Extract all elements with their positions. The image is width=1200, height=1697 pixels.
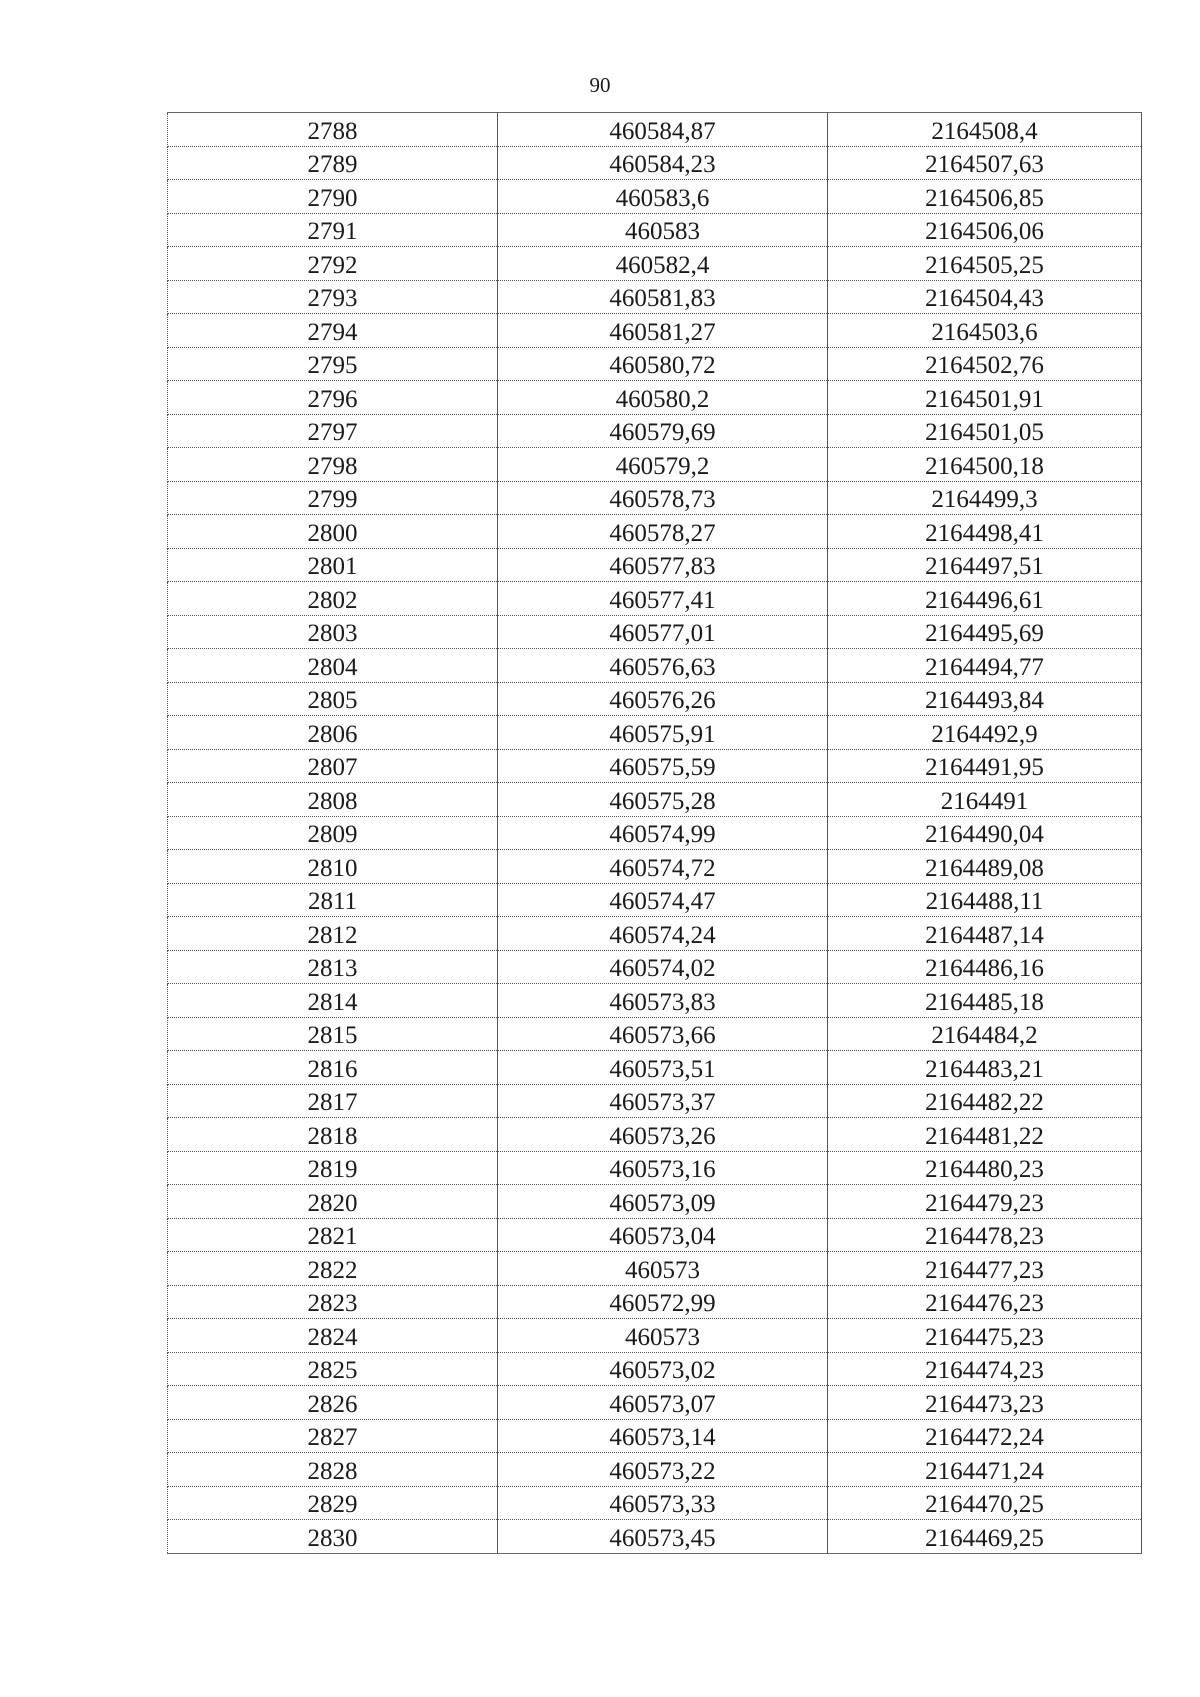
y-coordinate-cell: 2164507,63 — [828, 146, 1142, 180]
point-number-cell: 2802 — [168, 582, 498, 616]
point-number-cell: 2825 — [168, 1352, 498, 1386]
y-coordinate-cell: 2164499,3 — [828, 481, 1142, 515]
table-row — [168, 247, 1142, 281]
x-coordinate-cell: 460584,23 — [498, 146, 828, 180]
x-coordinate-cell: 460573,07 — [498, 1386, 828, 1420]
table-row — [168, 649, 1142, 683]
point-number-cell: 2818 — [168, 1118, 498, 1152]
x-coordinate-cell: 460573,45 — [498, 1520, 828, 1554]
x-coordinate-cell: 460579,2 — [498, 448, 828, 482]
table-row — [168, 1352, 1142, 1386]
point-number-cell: 2829 — [168, 1486, 498, 1520]
y-coordinate-cell: 2164493,84 — [828, 682, 1142, 716]
y-coordinate-cell: 2164491 — [828, 783, 1142, 817]
x-coordinate-cell: 460577,41 — [498, 582, 828, 616]
y-coordinate-cell: 2164498,41 — [828, 515, 1142, 549]
point-number-cell: 2789 — [168, 146, 498, 180]
x-coordinate-cell: 460579,69 — [498, 414, 828, 448]
table-row — [168, 1486, 1142, 1520]
table-row — [168, 1453, 1142, 1487]
y-coordinate-cell: 2164469,25 — [828, 1520, 1142, 1554]
table-row — [168, 716, 1142, 750]
point-number-cell: 2819 — [168, 1151, 498, 1185]
x-coordinate-cell: 460573,83 — [498, 984, 828, 1018]
point-number-cell: 2790 — [168, 180, 498, 214]
y-coordinate-cell: 2164497,51 — [828, 548, 1142, 582]
table-row — [168, 1151, 1142, 1185]
table-row — [168, 180, 1142, 214]
x-coordinate-cell: 460573,04 — [498, 1218, 828, 1252]
x-coordinate-cell: 460574,47 — [498, 883, 828, 917]
point-number-cell: 2795 — [168, 347, 498, 381]
point-number-cell: 2805 — [168, 682, 498, 716]
x-coordinate-cell: 460575,28 — [498, 783, 828, 817]
point-number-cell: 2820 — [168, 1185, 498, 1219]
x-coordinate-cell: 460573,26 — [498, 1118, 828, 1152]
table-row — [168, 347, 1142, 381]
table-row — [168, 1084, 1142, 1118]
point-number-cell: 2814 — [168, 984, 498, 1018]
table-row — [168, 213, 1142, 247]
y-coordinate-cell: 2164484,2 — [828, 1017, 1142, 1051]
y-coordinate-cell: 2164477,23 — [828, 1252, 1142, 1286]
table-row — [168, 1520, 1142, 1554]
coordinates-table — [167, 112, 1142, 1554]
point-number-cell: 2796 — [168, 381, 498, 415]
point-number-cell: 2808 — [168, 783, 498, 817]
point-number-cell: 2791 — [168, 213, 498, 247]
y-coordinate-cell: 2164494,77 — [828, 649, 1142, 683]
y-coordinate-cell: 2164475,23 — [828, 1319, 1142, 1353]
point-number-cell: 2797 — [168, 414, 498, 448]
table-row — [168, 1285, 1142, 1319]
y-coordinate-cell: 2164508,4 — [828, 113, 1142, 147]
point-number-cell: 2811 — [168, 883, 498, 917]
y-coordinate-cell: 2164482,22 — [828, 1084, 1142, 1118]
table-row — [168, 1017, 1142, 1051]
y-coordinate-cell: 2164501,05 — [828, 414, 1142, 448]
x-coordinate-cell: 460578,73 — [498, 481, 828, 515]
y-coordinate-cell: 2164501,91 — [828, 381, 1142, 415]
x-coordinate-cell: 460573,16 — [498, 1151, 828, 1185]
table-row — [168, 1051, 1142, 1085]
table-row — [168, 414, 1142, 448]
point-number-cell: 2830 — [168, 1520, 498, 1554]
x-coordinate-cell: 460583 — [498, 213, 828, 247]
y-coordinate-cell: 2164495,69 — [828, 615, 1142, 649]
y-coordinate-cell: 2164502,76 — [828, 347, 1142, 381]
table-row — [168, 481, 1142, 515]
point-number-cell: 2788 — [168, 113, 498, 147]
x-coordinate-cell: 460578,27 — [498, 515, 828, 549]
y-coordinate-cell: 2164505,25 — [828, 247, 1142, 281]
point-number-cell: 2816 — [168, 1051, 498, 1085]
x-coordinate-cell: 460580,2 — [498, 381, 828, 415]
table-row — [168, 1218, 1142, 1252]
table-row — [168, 1118, 1142, 1152]
y-coordinate-cell: 2164480,23 — [828, 1151, 1142, 1185]
x-coordinate-cell: 460573,51 — [498, 1051, 828, 1085]
table-row — [168, 1252, 1142, 1286]
y-coordinate-cell: 2164486,16 — [828, 950, 1142, 984]
table-row — [168, 1319, 1142, 1353]
point-number-cell: 2826 — [168, 1386, 498, 1420]
y-coordinate-cell: 2164492,9 — [828, 716, 1142, 750]
point-number-cell: 2815 — [168, 1017, 498, 1051]
y-coordinate-cell: 2164485,18 — [828, 984, 1142, 1018]
x-coordinate-cell: 460577,83 — [498, 548, 828, 582]
y-coordinate-cell: 2164496,61 — [828, 582, 1142, 616]
table-row — [168, 1185, 1142, 1219]
table-row — [168, 582, 1142, 616]
y-coordinate-cell: 2164470,25 — [828, 1486, 1142, 1520]
x-coordinate-cell: 460582,4 — [498, 247, 828, 281]
point-number-cell: 2803 — [168, 615, 498, 649]
table-row — [168, 280, 1142, 314]
point-number-cell: 2821 — [168, 1218, 498, 1252]
x-coordinate-cell: 460581,27 — [498, 314, 828, 348]
y-coordinate-cell: 2164474,23 — [828, 1352, 1142, 1386]
y-coordinate-cell: 2164503,6 — [828, 314, 1142, 348]
point-number-cell: 2800 — [168, 515, 498, 549]
x-coordinate-cell: 460574,99 — [498, 816, 828, 850]
x-coordinate-cell: 460573,66 — [498, 1017, 828, 1051]
table-row — [168, 917, 1142, 951]
point-number-cell: 2823 — [168, 1285, 498, 1319]
point-number-cell: 2798 — [168, 448, 498, 482]
table-row — [168, 146, 1142, 180]
x-coordinate-cell: 460584,87 — [498, 113, 828, 147]
point-number-cell: 2799 — [168, 481, 498, 515]
table-row — [168, 984, 1142, 1018]
x-coordinate-cell: 460572,99 — [498, 1285, 828, 1319]
x-coordinate-cell: 460574,72 — [498, 850, 828, 884]
table-row — [168, 950, 1142, 984]
point-number-cell: 2812 — [168, 917, 498, 951]
x-coordinate-cell: 460573 — [498, 1252, 828, 1286]
y-coordinate-cell: 2164479,23 — [828, 1185, 1142, 1219]
y-coordinate-cell: 2164472,24 — [828, 1419, 1142, 1453]
y-coordinate-cell: 2164490,04 — [828, 816, 1142, 850]
point-number-cell: 2801 — [168, 548, 498, 582]
x-coordinate-cell: 460573 — [498, 1319, 828, 1353]
y-coordinate-cell: 2164500,18 — [828, 448, 1142, 482]
x-coordinate-cell: 460575,59 — [498, 749, 828, 783]
x-coordinate-cell: 460575,91 — [498, 716, 828, 750]
x-coordinate-cell: 460574,24 — [498, 917, 828, 951]
table-row — [168, 448, 1142, 482]
y-coordinate-cell: 2164481,22 — [828, 1118, 1142, 1152]
point-number-cell: 2828 — [168, 1453, 498, 1487]
x-coordinate-cell: 460574,02 — [498, 950, 828, 984]
y-coordinate-cell: 2164478,23 — [828, 1218, 1142, 1252]
x-coordinate-cell: 460576,63 — [498, 649, 828, 683]
table-row — [168, 1386, 1142, 1420]
table-row — [168, 615, 1142, 649]
point-number-cell: 2822 — [168, 1252, 498, 1286]
table-row — [168, 113, 1142, 147]
x-coordinate-cell: 460576,26 — [498, 682, 828, 716]
x-coordinate-cell: 460573,37 — [498, 1084, 828, 1118]
y-coordinate-cell: 2164487,14 — [828, 917, 1142, 951]
table-row — [168, 749, 1142, 783]
page-number: 90 — [589, 73, 611, 97]
point-number-cell: 2827 — [168, 1419, 498, 1453]
y-coordinate-cell: 2164506,06 — [828, 213, 1142, 247]
point-number-cell: 2804 — [168, 649, 498, 683]
table-row — [168, 548, 1142, 582]
x-coordinate-cell: 460583,6 — [498, 180, 828, 214]
y-coordinate-cell: 2164489,08 — [828, 850, 1142, 884]
table-row — [168, 783, 1142, 817]
y-coordinate-cell: 2164476,23 — [828, 1285, 1142, 1319]
y-coordinate-cell: 2164471,24 — [828, 1453, 1142, 1487]
x-coordinate-cell: 460573,33 — [498, 1486, 828, 1520]
x-coordinate-cell: 460580,72 — [498, 347, 828, 381]
point-number-cell: 2806 — [168, 716, 498, 750]
y-coordinate-cell: 2164491,95 — [828, 749, 1142, 783]
point-number-cell: 2817 — [168, 1084, 498, 1118]
x-coordinate-cell: 460581,83 — [498, 280, 828, 314]
table-row — [168, 850, 1142, 884]
y-coordinate-cell: 2164483,21 — [828, 1051, 1142, 1085]
y-coordinate-cell: 2164473,23 — [828, 1386, 1142, 1420]
point-number-cell: 2807 — [168, 749, 498, 783]
x-coordinate-cell: 460573,09 — [498, 1185, 828, 1219]
table-row — [168, 515, 1142, 549]
y-coordinate-cell: 2164504,43 — [828, 280, 1142, 314]
table-row — [168, 682, 1142, 716]
table-row — [168, 381, 1142, 415]
x-coordinate-cell: 460573,14 — [498, 1419, 828, 1453]
x-coordinate-cell: 460573,02 — [498, 1352, 828, 1386]
table-row — [168, 314, 1142, 348]
point-number-cell: 2809 — [168, 816, 498, 850]
point-number-cell: 2792 — [168, 247, 498, 281]
point-number-cell: 2824 — [168, 1319, 498, 1353]
coordinates-table-body — [168, 113, 1142, 1554]
table-row — [168, 883, 1142, 917]
y-coordinate-cell: 2164506,85 — [828, 180, 1142, 214]
y-coordinate-cell: 2164488,11 — [828, 883, 1142, 917]
table-row — [168, 816, 1142, 850]
x-coordinate-cell: 460577,01 — [498, 615, 828, 649]
point-number-cell: 2810 — [168, 850, 498, 884]
point-number-cell: 2813 — [168, 950, 498, 984]
point-number-cell: 2793 — [168, 280, 498, 314]
table-row — [168, 1419, 1142, 1453]
x-coordinate-cell: 460573,22 — [498, 1453, 828, 1487]
point-number-cell: 2794 — [168, 314, 498, 348]
